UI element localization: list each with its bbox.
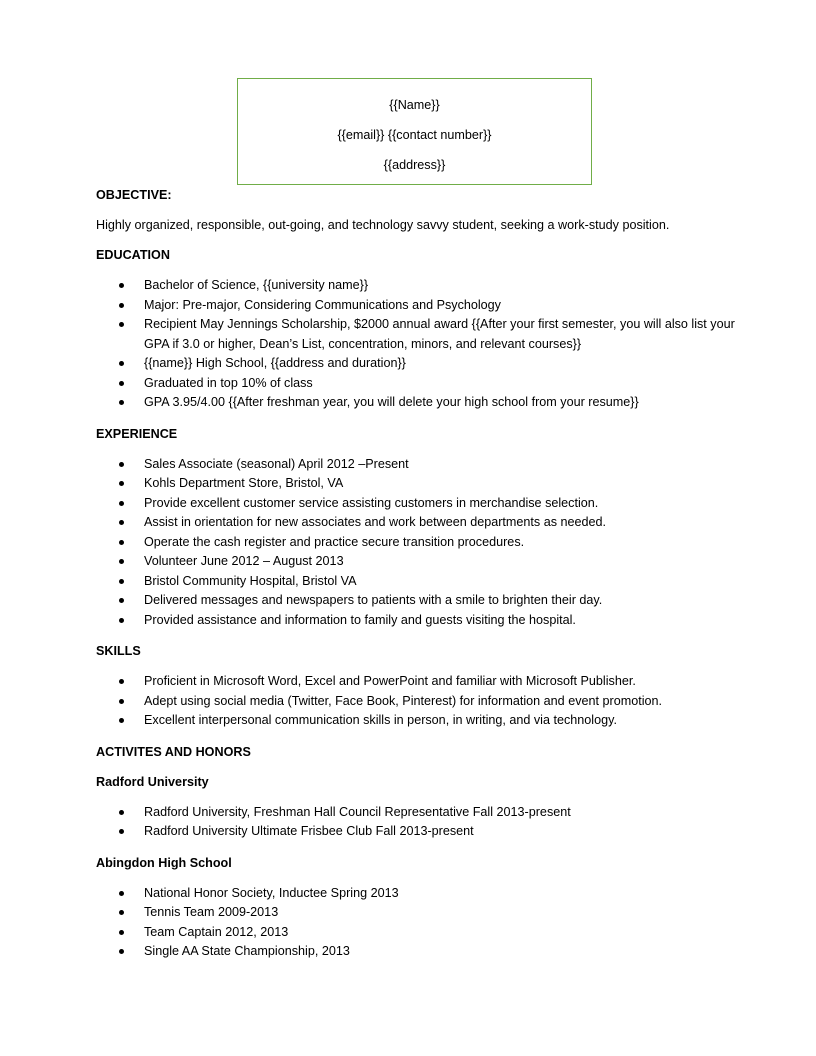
list-item: Recipient May Jennings Scholarship, $2000 annual award {{After your first semester, you will also list your GPA if 3.0 or higher, Dean’s List, concentration, minors, and relevant courses}} [96, 315, 736, 354]
list-item: {{name}} High School, {{address and duration}} [96, 354, 736, 374]
list-item: Provide excellent customer service assisting customers in merchandise selection. [96, 494, 736, 514]
abingdon-subheading: Abingdon High School [96, 855, 232, 870]
list-item: Single AA State Championship, 2013 [96, 942, 736, 962]
bullet-icon [119, 462, 124, 467]
skills-section [96, 642, 736, 731]
list-item: Bachelor of Science, {{university name}} [96, 276, 736, 296]
bullet-icon [119, 381, 124, 386]
bullet-icon [119, 559, 124, 564]
experience-heading: EXPERIENCE [96, 426, 178, 441]
bullet-icon [119, 829, 124, 834]
experience-section [96, 425, 736, 631]
experience-list [96, 455, 736, 631]
name-placeholder: {{Name}} [389, 98, 440, 112]
list-item: Adept using social media (Twitter, Face Book, Pinterest) for information and event promotion. [96, 692, 736, 712]
abingdon-list [96, 884, 736, 962]
bullet-icon [119, 540, 124, 545]
bullet-icon [119, 618, 124, 623]
list-item: Tennis Team 2009-2013 [96, 903, 736, 923]
bullet-icon [119, 361, 124, 366]
bullet-icon [119, 891, 124, 896]
objective-heading: OBJECTIVE: [96, 188, 172, 202]
list-item: Sales Associate (seasonal) April 2012 –Present [96, 455, 736, 475]
bullet-icon [119, 810, 124, 815]
list-item: Kohls Department Store, Bristol, VA [96, 474, 736, 494]
education-section [96, 246, 736, 413]
bullet-icon [119, 322, 124, 327]
bullet-icon [119, 400, 124, 405]
skills-heading: SKILLS [96, 644, 141, 658]
bullet-icon [119, 303, 124, 308]
list-item: GPA 3.95/4.00 {{After freshman year, you will delete your high school from your resume}} [96, 393, 736, 413]
bullet-icon [119, 579, 124, 584]
list-item: Team Captain 2012, 2013 [96, 923, 736, 943]
bullet-icon [119, 949, 124, 954]
objective-text: Highly organized, responsible, out-going, and technology savvy student, seeking a work-study position. [96, 218, 670, 232]
bullet-icon [119, 930, 124, 935]
list-item: Operate the cash register and practice secure transition procedures. [96, 533, 736, 553]
radford-list [96, 803, 736, 842]
list-item: National Honor Society, Inductee Spring 2013 [96, 884, 736, 904]
bullet-icon [119, 598, 124, 603]
radford-subheading: Radford University [96, 774, 209, 789]
bullet-icon [119, 718, 124, 723]
objective-section [96, 186, 736, 234]
list-item: Excellent interpersonal communication skills in person, in writing, and via technology. [96, 711, 736, 731]
bullet-icon [119, 910, 124, 915]
list-item: Volunteer June 2012 – August 2013 [96, 552, 736, 572]
list-item: Major: Pre-major, Considering Communications and Psychology [96, 296, 736, 316]
skills-list [96, 672, 736, 731]
list-item: Proficient in Microsoft Word, Excel and PowerPoint and familiar with Microsoft Publisher. [96, 672, 736, 692]
list-item: Graduated in top 10% of class [96, 374, 736, 394]
list-item: Radford University, Freshman Hall Council Representative Fall 2013-present [96, 803, 736, 823]
bullet-icon [119, 520, 124, 525]
bullet-icon [119, 679, 124, 684]
education-heading: EDUCATION [96, 248, 170, 262]
list-item: Radford University Ultimate Frisbee Club Fall 2013-present [96, 822, 736, 842]
bullet-icon [119, 699, 124, 704]
bullet-icon [119, 481, 124, 486]
activities-section [96, 743, 736, 962]
bullet-icon [119, 283, 124, 288]
contact-header-box [237, 78, 592, 185]
activities-heading: ACTIVITES AND HONORS [96, 744, 251, 759]
bullet-icon [119, 501, 124, 506]
contact-placeholder: {{email}} {{contact number}} [337, 128, 492, 142]
resume-body [96, 186, 736, 962]
list-item: Delivered messages and newspapers to patients with a smile to brighten their day. [96, 591, 736, 611]
list-item: Bristol Community Hospital, Bristol VA [96, 572, 736, 592]
list-item: Provided assistance and information to family and guests visiting the hospital. [96, 611, 736, 631]
address-placeholder: {{address}} [383, 158, 446, 172]
education-list [96, 276, 736, 413]
list-item: Assist in orientation for new associates and work between departments as needed. [96, 513, 736, 533]
